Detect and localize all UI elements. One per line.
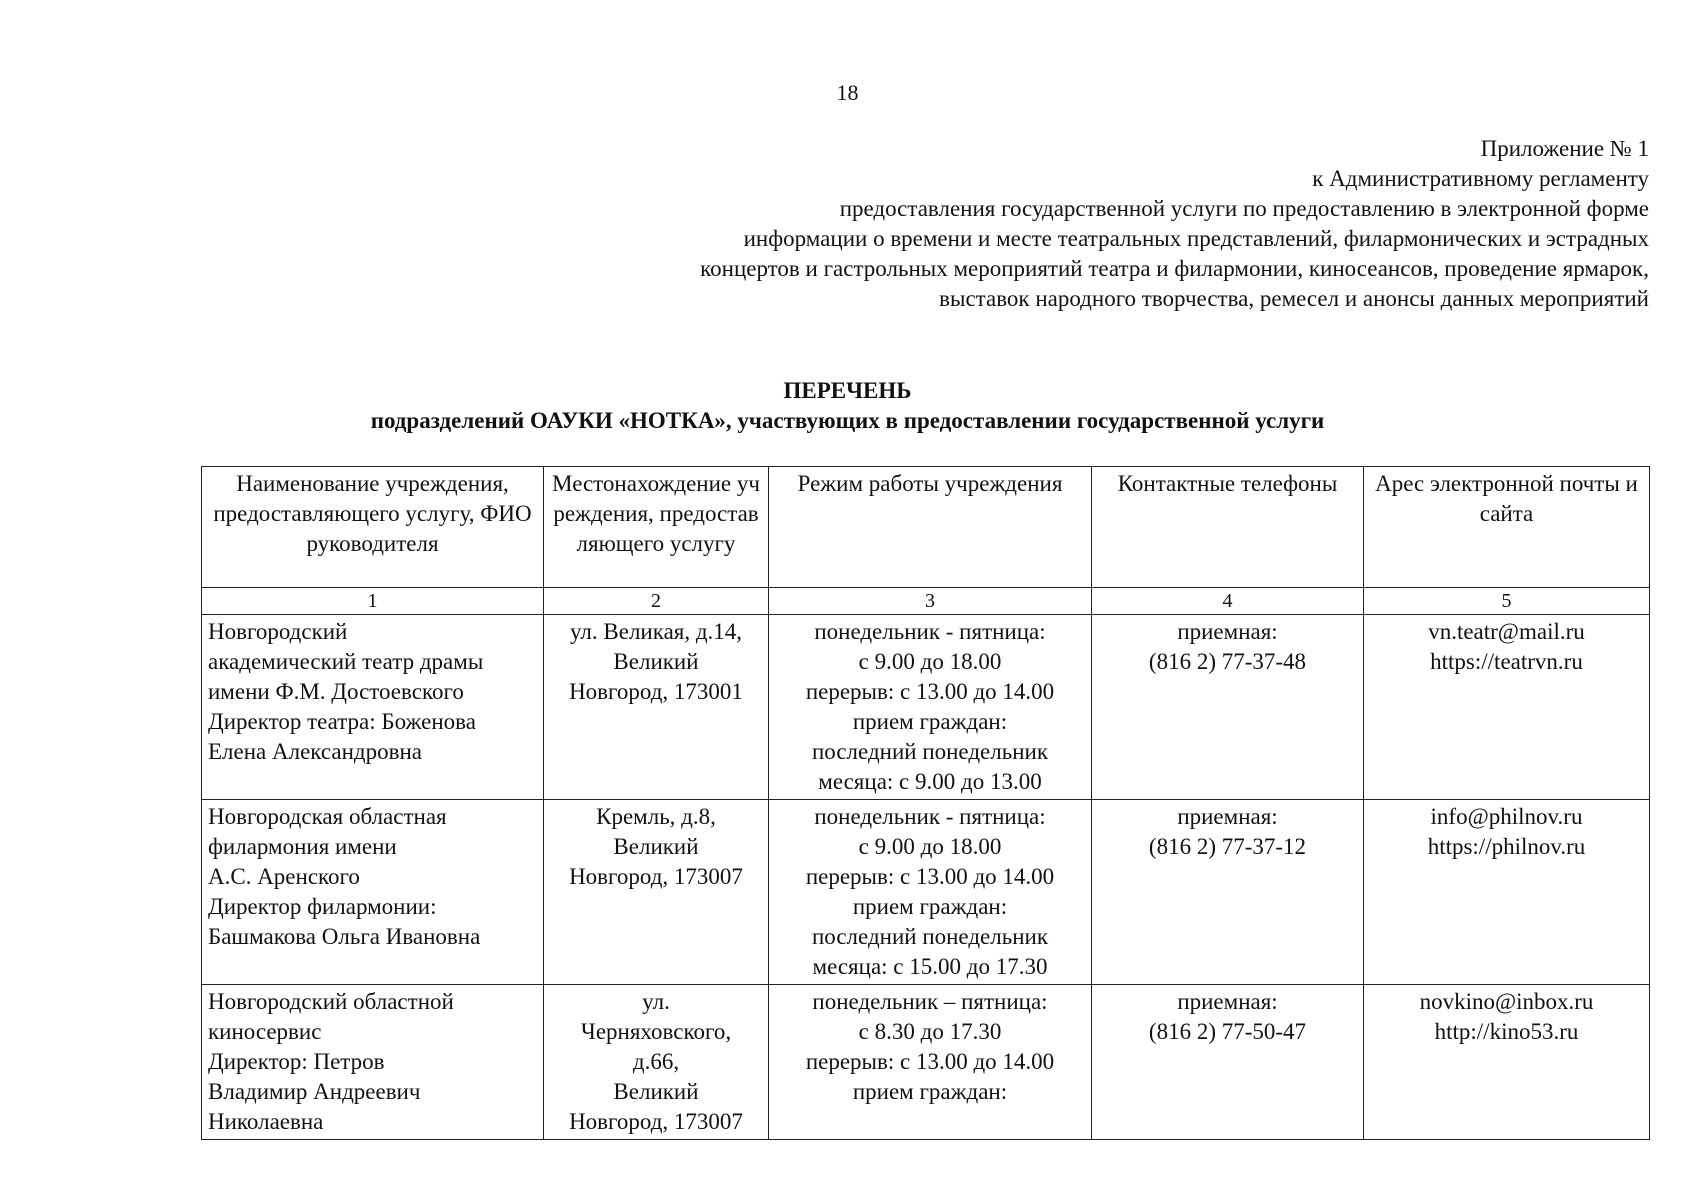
page-number: 18	[836, 80, 859, 105]
title-line-main: ПЕРЕЧЕНЬ	[783, 378, 912, 403]
column-number: 5	[1364, 588, 1650, 615]
column-number: 2	[544, 588, 769, 615]
website-link[interactable]: https://teatrvn.ru	[1430, 649, 1583, 674]
website-link[interactable]: http://kino53.ru	[1434, 1019, 1579, 1044]
phones-cell: приемная: (816 2) 77-37-12	[1092, 800, 1364, 985]
schedule-cell: понедельник – пятница: с 8.30 до 17.30 перерыв: с 13.00 до 14.00 прием граждан:	[769, 985, 1092, 1140]
institution-name-cell: Новгородский академический театр драмы имени Ф.М. Достоевского Директор театра: Боженова Елена Александровна	[202, 615, 544, 800]
appendix-line: предоставления государственной услуги по предоставлению в электронной форме	[839, 196, 1649, 221]
column-number: 1	[202, 588, 544, 615]
address-cell: Кремль, д.8, Великий Новгород, 173007	[544, 800, 769, 985]
website-link[interactable]: https://philnov.ru	[1427, 834, 1586, 859]
email-link[interactable]: vn.teatr@mail.ru	[1428, 619, 1585, 644]
email-link[interactable]: novkino@inbox.ru	[1419, 989, 1594, 1014]
document-title	[0, 376, 1695, 436]
column-number: 3	[769, 588, 1092, 615]
address-cell: ул. Великая, д.14, Великий Новгород, 173001	[544, 615, 769, 800]
units-table	[201, 466, 1650, 1140]
address-cell: ул. Черняховского, д.66, Великий Новгород, 173007	[544, 985, 769, 1140]
phones-cell: приемная: (816 2) 77-50-47	[1092, 985, 1364, 1140]
column-header: Режим работы учреждения	[769, 467, 1092, 588]
column-header: Наименование учреждения, предоставляющего услугу, ФИО руководителя	[202, 467, 544, 588]
contacts-cell	[1364, 985, 1650, 1140]
appendix-line: к Административному регламенту	[1312, 166, 1649, 191]
institution-name-cell: Новгородская областная филармония имени А.С. Аренского Директор филармонии: Башмакова Ольга Ивановна	[202, 800, 544, 985]
column-header: Местонахождение учреждения, предоставляющего услугу	[544, 467, 769, 588]
column-header: Контактные телефоны	[1092, 467, 1364, 588]
email-link[interactable]: info@philnov.ru	[1430, 804, 1583, 829]
table-header-row	[202, 467, 1650, 588]
appendix-line: Приложение № 1	[1480, 136, 1649, 161]
appendix-line: информации о времени и месте театральных представлений, филармонических и эстрадных	[743, 226, 1649, 251]
title-line-sub: подразделений ОАУКИ «НОТКА», участвующих в предоставлении государственной услуги	[370, 408, 1325, 433]
table-row	[202, 800, 1650, 985]
institution-name-cell: Новгородский областной киносервис Директор: Петров Владимир Андреевич Николаевна	[202, 985, 544, 1140]
column-number-row	[202, 588, 1650, 615]
appendix-line: концертов и гастрольных мероприятий театра и филармонии, киносеансов, проведение ярмарок,	[700, 256, 1649, 281]
column-header: Арес электронной почты и сайта	[1364, 467, 1650, 588]
column-number: 4	[1092, 588, 1364, 615]
contacts-cell	[1364, 615, 1650, 800]
appendix-line: выставок народного творчества, ремесел и анонсы данных мероприятий	[939, 286, 1649, 311]
table-row	[202, 615, 1650, 800]
phones-cell: приемная: (816 2) 77-37-48	[1092, 615, 1364, 800]
schedule-cell: понедельник - пятница: с 9.00 до 18.00 перерыв: с 13.00 до 14.00 прием граждан: последний понедельник месяца: с 9.00 до 13.00	[769, 615, 1092, 800]
schedule-cell: понедельник - пятница: с 9.00 до 18.00 перерыв: с 13.00 до 14.00 прием граждан: последний понедельник месяца: с 15.00 до 17.30	[769, 800, 1092, 985]
appendix-header	[449, 134, 1649, 314]
table-row	[202, 985, 1650, 1140]
contacts-cell	[1364, 800, 1650, 985]
